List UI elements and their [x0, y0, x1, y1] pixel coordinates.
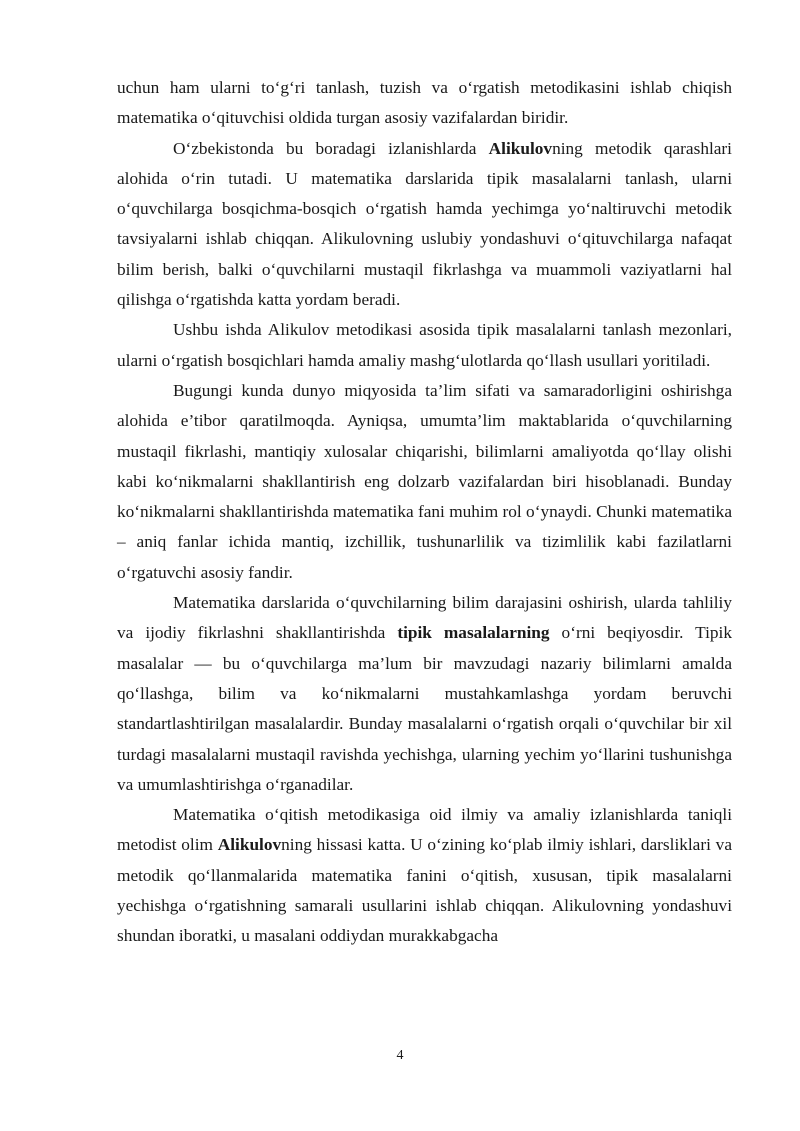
- paragraph-2-text-a: O‘zbekistonda bu boradagi izlanishlarda: [173, 138, 489, 158]
- paragraph-1-text: uchun ham ularni to‘g‘ri tanlash, tuzish va o‘rgatish metodikasini ishlab chiqish matematika o‘qituvchisi oldida turgan asosiy vazifalardan biridir.: [117, 78, 732, 128]
- author-name-bold-2: Alikulov: [217, 835, 282, 855]
- paragraph-3-text: Ushbu ishda Alikulov metodikasi asosida tipik masalalarni tanlash mezonlari, ularni o‘rgatish bosqichlari hamda amaliy mashg‘ulotlarda qo‘llash usullari yoritiladi.: [117, 320, 732, 370]
- paragraph-1: [117, 73, 732, 134]
- paragraph-4: [117, 376, 732, 588]
- author-name-bold: Alikulov: [488, 138, 553, 158]
- paragraph-5-text-a: Matematika darslarida o‘quvchilarning bilim darajasini oshirish, ularda tahliliy va ijodiy fikrlashni shakllantirishda: [117, 593, 732, 643]
- paragraph-5-text-b: o‘rni beqiyosdir. Tipik masalalar — bu o‘quvchilarga ma’lum bir mavzudagi nazariy bilimlarni amalda qo‘llashga, bilim va ko‘nikmalarni mustahkamlashga yordam beruvchi standartlashtirilgan masalalardir. Bunday masalalarni o‘rgatish orqali o‘quvchilar bir xil turdagi masalalarni mustaqil ravishda yechishga, ularning yechim yo‘llarini tushunishga va umumlashtirishga o‘rganadilar.: [117, 623, 732, 794]
- page-number: 4: [396, 1048, 404, 1063]
- paragraph-3: [117, 315, 732, 376]
- paragraph-6: [117, 800, 732, 951]
- paragraph-4-text: Bugungi kunda dunyo miqyosida ta’lim sifati va samaradorligini oshirishga alohida e’tibor qaratilmoqda. Ayniqsa, umumta’lim maktablarida o‘quvchilarning mustaqil fikrlashi, mantiqiy xulosalar chiqarishi, bilimlarni amaliyotda qo‘llay olishi kabi ko‘nikmalarni shakllantirish eng dolzarb vazifalardan biri hisoblanadi. Bunday ko‘nikmalarni shakllantirishda matematika fani muhim rol o‘ynaydi. Chunki matematika – aniq fanlar ichida mantiq, izchillik, tushunarlilik va tizimlilik kabi fazilatlarni o‘rgatuvchi asosiy fandir.: [117, 380, 732, 582]
- paragraph-2: [117, 134, 732, 316]
- paragraph-5: [117, 588, 732, 800]
- paragraph-2-text-b: ning metodik qarashlari alohida o‘rin tutadi. U matematika darslarida tipik masalalarni tanlash, ularni o‘quvchilarga bosqichma-bosqich o‘rgatish hamda yechimga yo‘naltiruvchi metodik tavsiyalarni ishlab chiqqan. Alikulovning uslubiy yondashuvi o‘qituvchilarga nafaqat bilim berish, balki o‘quvchilarni mustaqil fikrlashga va muammoli vaziyatlarni hal qilishga o‘rgatishda katta yordam beradi.: [117, 138, 732, 310]
- term-bold: tipik masalalarning: [397, 623, 550, 643]
- paragraph-6-text-b: ning hissasi katta. U o‘zining ko‘plab ilmiy ishlari, darsliklari va metodik qo‘llanmalarida matematika fanini o‘qitish, xususan, tipik masalalarni yechishga o‘rgatishning samarali usullarini ishlab chiqqan. Alikulovning yondashuvi shundan iboratki, u masalani oddiydan murakkabgacha: [117, 835, 732, 946]
- document-page: [117, 73, 732, 952]
- paragraph-6-text-a: Matematika o‘qitish metodikasiga oid ilmiy va amaliy izlanishlarda taniqli metodist olim: [117, 805, 732, 855]
